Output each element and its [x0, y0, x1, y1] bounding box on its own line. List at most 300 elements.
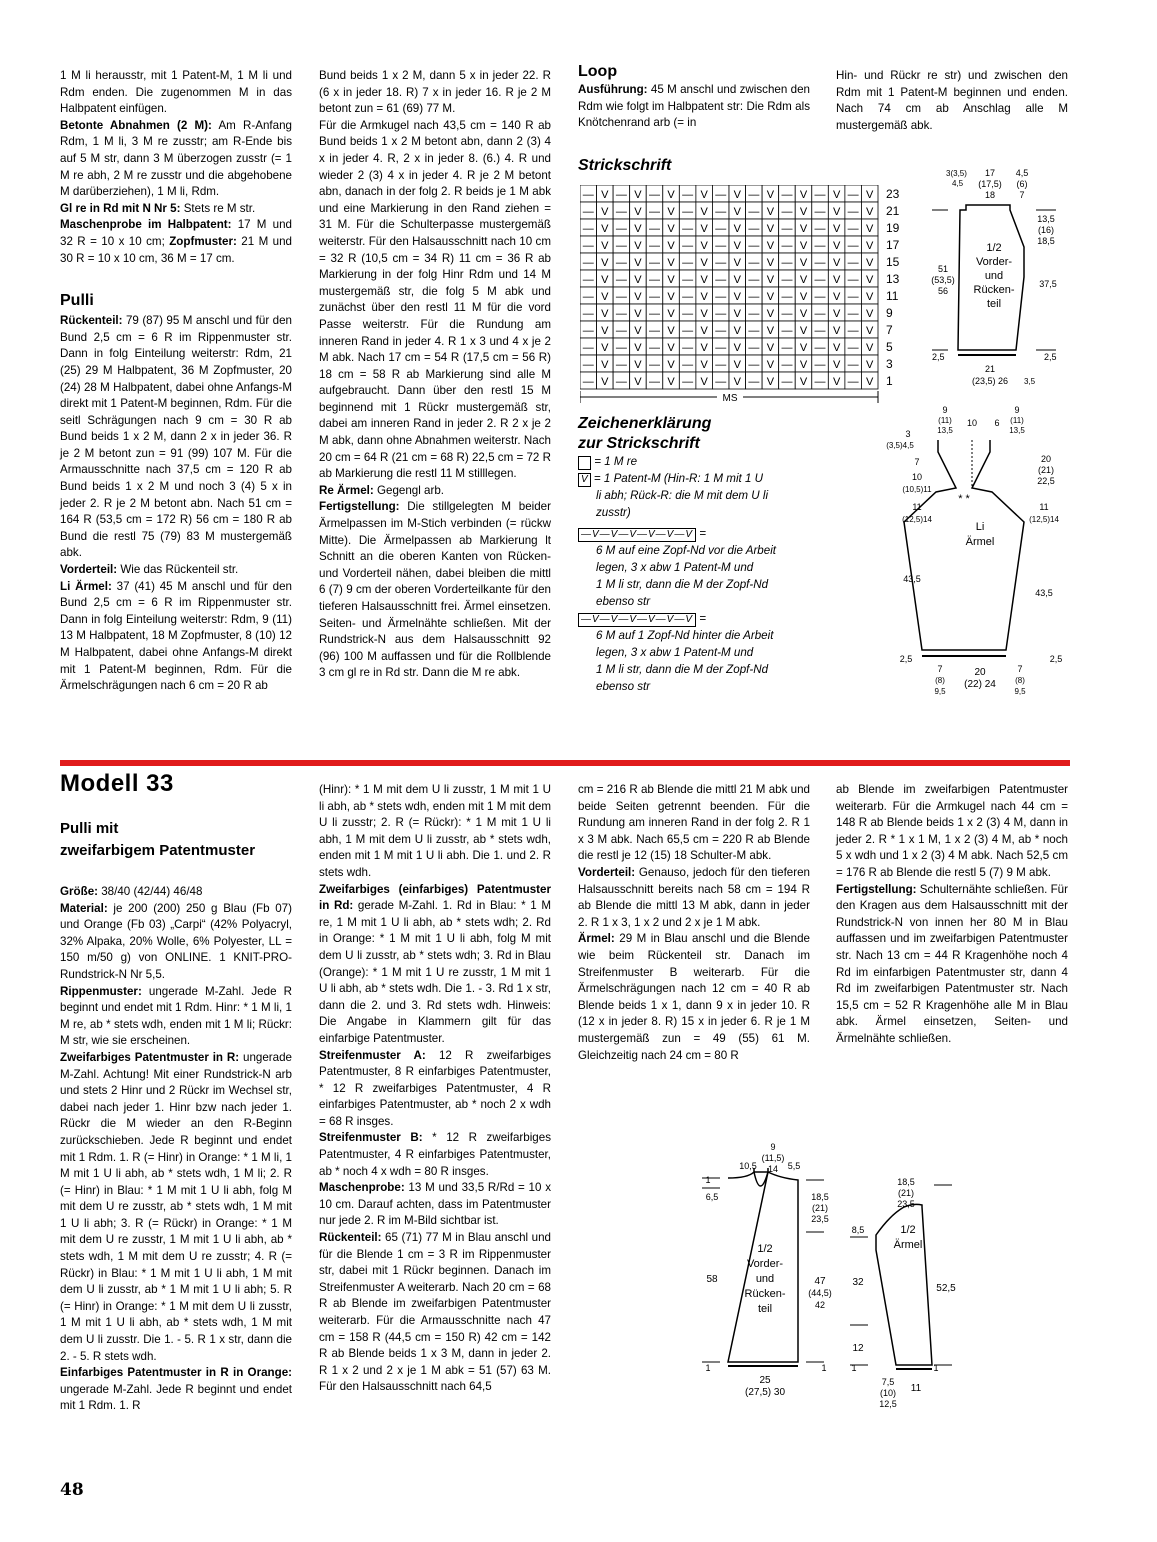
chart-cell-symbol: — — [847, 376, 859, 388]
strickschrift-heading: Strickschrift — [578, 157, 672, 174]
paragraph: Bund beids 1 x 2 M, dann 5 x in jeder 22. R (6 x in jeder 18. R) 7 x in jeder 16. R je 2 M betont zun = 61 (69) 77 M. — [319, 69, 551, 116]
measure: 37,5 — [1039, 279, 1057, 289]
measure: 11 — [912, 502, 922, 512]
chart-cell-symbol: — — [715, 274, 727, 286]
chart-cell-symbol: — — [748, 342, 760, 354]
measure: 11 — [910, 1383, 922, 1394]
chart-cell-symbol: — — [615, 206, 627, 218]
chart-cell-symbol: — — [748, 291, 760, 303]
measure: (11) — [938, 416, 952, 425]
paragraph: Größe: 38/40 (42/44) 46/48 — [60, 885, 203, 898]
knit-symbol-icon — [578, 456, 591, 470]
chart-cell-symbol: V — [866, 257, 874, 269]
paragraph: Für die Armkugel nach 43,5 cm = 140 R ab Bund beids 1 x 2 M betont abn, dann 2 (3) 4 x in jeder 4. R, 2 x in jeder 8. (6.) 4. R und wieder 2 (3) 4 x in jeder 4. R je 2 M betont abn, danach in der folg 2. R beids je 1 M abk und eine Markierung in den Rand ziehen = 31 M. Für die Schulterpasse mustergemäß weiterstr. Für den Halsausschnitt nach 10 cm = 32 R (10,5 cm = 34 R) 11 cm = 36 R ab Markierung in der folg Hinr Rdm und 14 M mustergemäß str, die folg 5 M abk und zunächst über den restl 11 M für die vord Passe weiterstr. Für die Rundung am inneren Rand in jeder 4. R 1 x 3 und 4 x je 2 M abk. Nach 17 cm = 54 R (17,5 cm = 56 R) 18 cm = 58 R ab Markierung sind alle M aufgebraucht. Dann über den restl 15 M beginnend mit 1 Rückr mustergemäß str, dabei am inneren Rand in jeder 2. R 2 x je 2 M abk, dann ohne Abnahmen weiterstr. Nach 20 cm = 64 R (21 cm = 68 R) 22,5 cm = 72 R ab Markierung die restl 11 M stilllegen. — [319, 118, 551, 481]
piece-label: Vorder- — [746, 1258, 784, 1270]
chart-cell-symbol: V — [866, 291, 874, 303]
chart-cell-symbol: V — [700, 257, 708, 269]
chart-cell-symbol: — — [781, 308, 793, 320]
chart-cell-symbol: — — [715, 291, 727, 303]
chart-cell-symbol: V — [866, 325, 874, 337]
paragraph: Rückenteil: 65 (71) 77 M in Blau anschl und für die Blende 1 cm = 3 R im Rippenmuster str, dabei mit 1 Rückr beginnen. Danach im Streifenmuster A weiterarb. Nach 20 cm = 68 R ab Blende im zweifarbigen Patentmuster weiterarb. Für die Armausschnitte nach 47 cm = 158 R (44,5 cm = 150 R) 42 cm = 142 R ab Blende beids 1 x 3 M, dann in jeder 2. R 1 x 2 und 2 x je 1 M abk = 51 (57) 63 M. Für den Halsausschnitt nach 64,5 — [319, 1231, 551, 1394]
chart-cell-symbol: V — [634, 342, 642, 354]
chart-cell-symbol: V — [733, 376, 741, 388]
measure: (16) — [1037, 225, 1055, 235]
chart-cell-symbol: — — [781, 376, 793, 388]
chart-cell-symbol: — — [615, 342, 627, 354]
measure: 5,5 — [787, 1161, 801, 1171]
chart-cell-symbol: V — [766, 308, 775, 320]
chart-row-number: 19 — [886, 221, 900, 235]
page-number: 48 — [60, 1480, 84, 1500]
chart-cell-symbol: V — [733, 274, 741, 286]
measure: 43,5 — [903, 574, 921, 584]
chart-cell-symbol: — — [847, 342, 859, 354]
chart-cell-symbol: — — [715, 308, 727, 320]
measure: 20 — [974, 667, 986, 678]
measure: (27,5) 30 — [744, 1387, 786, 1398]
chart-cell-symbol: V — [799, 223, 808, 235]
chart-cell-symbol: V — [634, 240, 642, 252]
chart-cell-symbol: — — [847, 291, 859, 303]
chart-cell-symbol: — — [682, 376, 694, 388]
chart-cell-symbol: — — [814, 308, 826, 320]
chart-cell-symbol: V — [601, 240, 609, 252]
chart-cell-symbol: V — [700, 223, 708, 235]
chart-cell-symbol: V — [733, 359, 741, 371]
measure: 9 — [942, 405, 948, 415]
chart-cell-symbol: — — [615, 240, 627, 252]
measure: 9 — [770, 1142, 776, 1152]
chart-cell-symbol: V — [667, 325, 675, 337]
measure: 17 — [984, 168, 996, 178]
measure: 2,5 — [932, 352, 945, 362]
cable-front-symbol-icon: ―V―V―V―V―V―V — [578, 528, 696, 542]
chart-cell-symbol: — — [715, 206, 727, 218]
column-2-bottom — [319, 782, 551, 1396]
chart-cell-symbol: V — [799, 359, 808, 371]
measure: 7 — [1019, 190, 1025, 200]
chart-cell-symbol: V — [832, 308, 841, 320]
chart-cell-symbol: — — [847, 223, 859, 235]
measure: 18,5 — [897, 1177, 915, 1187]
measure: 7,5 — [881, 1377, 895, 1387]
measure: (21) — [811, 1203, 829, 1213]
legend-text: li abh; Rück-R: die M mit dem U li — [596, 489, 769, 502]
measure: 13,5 — [1009, 426, 1025, 435]
chart-cell-symbol: — — [715, 257, 727, 269]
measure: 51 — [937, 264, 949, 274]
measure: 2,5 — [1049, 654, 1063, 664]
measure: 21 — [984, 364, 996, 374]
measure: 1 — [851, 1363, 857, 1373]
chart-cell-symbol: — — [615, 359, 627, 371]
chart-cell-symbol: V — [700, 342, 708, 354]
paragraph: Streifenmuster A: 12 R zweifarbiges Patentmuster, 8 R einfarbiges Patentmuster, * 12 R zweifarbiges Patentmuster, 4 R einfarbiges Patentmuster, ab * noch 2 x wdh = 68 R insges. — [319, 1048, 551, 1128]
chart-cell-symbol: V — [667, 376, 675, 388]
model-title: Modell 33 — [60, 770, 174, 797]
piece-label: 1/2 — [757, 1243, 773, 1255]
chart-cell-symbol: — — [748, 223, 760, 235]
chart-row-number: 13 — [886, 272, 900, 286]
chart-cell-symbol: — — [781, 223, 793, 235]
chart-cell-symbol: — — [582, 189, 594, 201]
section-heading-loop: Loop — [578, 63, 618, 80]
chart-cell-symbol: V — [601, 291, 609, 303]
chart-cell-symbol: — — [649, 274, 660, 286]
chart-cell-symbol: V — [832, 223, 841, 235]
measure: (10) — [879, 1388, 897, 1398]
chart-cell-symbol: V — [766, 376, 775, 388]
paragraph: Betonte Abnahmen (2 M): Am R-Anfang Rdm, 1 M li, 3 M re zusstr; am R-Ende bis auf 5 M str, dann 3 M überzogen zusstr (= 1 M re abh, 2 M re zusstr und die abgehobene M darüberziehen), 1 M li, Rdm. — [60, 118, 292, 199]
chart-cell-symbol: — — [781, 359, 793, 371]
chart-cell-symbol: — — [682, 223, 694, 235]
cable-back-symbol-icon: ―V―V―V―V―V―V — [578, 613, 696, 627]
chart-cell-symbol: V — [667, 189, 675, 201]
legend-item-knit: = 1 M re — [578, 453, 808, 470]
legend-item-patent: V = 1 Patent-M (Hin-R: 1 M mit 1 U — [578, 470, 808, 487]
paragraph: Zweifarbiges Patentmuster in R: ungerade M-Zahl. Achtung! Mit einer Rundstrick-N arb und stets 2 Hinr und 2 Rückr im Wechsel str, dabei nach jeder 1. Hinr bzw nach jeder 1. Rückr die M wieder an den R-Beginn zurückschieben. Jede R beginnt und endet mit 1 Rdm. 1. R (= Hinr) in Orange: * 1 M li, 1 M mit 1 U li abh, ab * stets wdh, 1 M li; 2. R (= Hinr) in Blau: * 1 M mit 1 U li abh, folg M mit dem U re zusstr, ab * stets wdh, 1 M mit 1 U li abh; 3. R (= Rückr) in Orange: * 1 M mit dem U re zusstr, 1 M mit 1 U li abh, ab * stets wdh, 1 M mit dem U re zusstr; 4. R (= Rückr) in Blau: * 1 M mit 1 U li abh, 1 M mit dem U li zusstr, ab * 1 M mit 1 U li abh; 5. R (= Hinr) in Orange: * 1 M mit dem U li zusstr, 1 M mit 1 U li abh, ab * stets wdh, 1 M mit dem U li zusstr. Die 1. - 5. R 1 x str, dann die 2. - 5. R stets wdh. — [60, 1050, 292, 1363]
chart-cell-symbol: V — [766, 189, 775, 201]
legend-text: 1 M li str, dann die M der Zopf-Nd — [596, 663, 769, 676]
measure: 4,5 — [952, 179, 964, 188]
piece-label: Li — [975, 521, 985, 533]
chart-cell-symbol: — — [682, 206, 694, 218]
chart-cell-symbol: — — [682, 291, 694, 303]
paragraph: Maschenprobe im Halbpatent: 17 M und 32 R = 10 x 10 cm; Zopfmuster: 21 M und 30 R = 10 x 10 cm, 36 M = 17 cm. — [60, 218, 293, 265]
measure: (22) 24 — [964, 679, 996, 690]
chart-cell-symbol: — — [682, 359, 694, 371]
measure: 2,5 — [899, 654, 913, 664]
chart-cell-symbol: V — [733, 325, 741, 337]
chart-cell-symbol: V — [866, 359, 874, 371]
measure: 22,5 — [1037, 476, 1055, 486]
chart-cell-symbol: V — [634, 376, 642, 388]
chart-cell-symbol: — — [582, 291, 594, 303]
legend-text: legen, 3 x abw 1 Patent-M und — [596, 646, 754, 659]
chart-cell-symbol: V — [866, 342, 874, 354]
measure: (12,5)14 — [902, 515, 932, 524]
piece-label: und — [755, 1273, 775, 1285]
chart-cell-symbol: V — [866, 240, 874, 252]
measure: 58 — [706, 1274, 718, 1285]
chart-cell-symbol: — — [649, 223, 660, 235]
chart-cell-symbol: — — [615, 325, 627, 337]
chart-cell-symbol: — — [748, 325, 760, 337]
ms-label: MS — [722, 393, 738, 404]
chart-cell-symbol: V — [700, 308, 708, 320]
chart-cell-symbol: — — [814, 359, 826, 371]
measure: 25 — [759, 1375, 771, 1386]
chart-cell-symbol: V — [667, 206, 675, 218]
legend-text: 6 M auf 1 Zopf-Nd hinter die Arbeit — [596, 629, 774, 642]
measure: 3 — [905, 429, 911, 439]
chart-cell-symbol: — — [814, 206, 826, 218]
chart-cell-symbol: V — [799, 342, 808, 354]
chart-cell-symbol: — — [682, 189, 694, 201]
chart-cell-symbol: V — [634, 189, 642, 201]
chart-cell-symbol: V — [832, 342, 841, 354]
chart-cell-symbol: V — [832, 325, 841, 337]
measure: (17,5) — [978, 179, 1002, 189]
chart-cell-symbol: — — [615, 189, 627, 201]
paragraph: Vorderteil: Wie das Rückenteil str. — [60, 563, 239, 577]
chart-cell-symbol: — — [582, 325, 594, 337]
measure: 1 — [705, 1363, 711, 1373]
paragraph: Material: je 200 (200) 250 g Blau (Fb 07) und Orange (Fb 03) „Carpi“ (42% Polyacryl, 32% Alpaka, 20% Wolle, 6% Polyester, LL = 150 m/50 g) von ONLINE. 1 KNIT-PRO-Rundstrick-N Nr 5,5. — [60, 901, 292, 981]
chart-cell-symbol: — — [847, 189, 859, 201]
chart-cell-symbol: V — [799, 189, 808, 201]
measure: (12,5)14 — [1029, 515, 1059, 524]
chart-cell-symbol: V — [601, 342, 609, 354]
piece-label: Ärmel — [893, 1239, 923, 1251]
chart-cell-symbol: V — [601, 189, 609, 201]
chart-cell-symbol: — — [847, 359, 859, 371]
measure: 4,5 — [1015, 168, 1029, 178]
section-heading-pulli: Pulli — [60, 292, 94, 310]
measure: 43,5 — [1035, 588, 1053, 598]
measure: 32 — [852, 1277, 864, 1288]
chart-cell-symbol: V — [733, 223, 741, 235]
chart-cell-symbol: V — [667, 342, 675, 354]
paragraph: Ärmel: 29 M in Blau anschl und die Blende wie beim Rückenteil str. Danach im Streifenmuster B weiterarb. Für die Ärmelschrägungen nach 12 cm = 40 R ab Blende beids 1 x 1, dann 9 x in jeder 10. R (12 x in jeder 8. R) 15 x in jeder 6. R je 1 M mustergemäß zun = 49 (55) 61 M. Gleichzeitig nach 24 cm = 80 R — [578, 932, 810, 1062]
chart-cell-symbol: V — [766, 240, 775, 252]
column-4-bottom — [836, 782, 1068, 1048]
measure: 52,5 — [936, 1283, 956, 1294]
column-2-top — [319, 68, 551, 682]
legend-text: 1 M li str, dann die M der Zopf-Nd — [596, 578, 769, 591]
chart-cell-symbol: — — [814, 223, 826, 235]
chart-cell-symbol: — — [781, 342, 793, 354]
chart-cell-symbol: — — [715, 223, 727, 235]
column-1-top — [60, 68, 292, 695]
measure: 9,5 — [1014, 687, 1026, 696]
chart-cell-symbol: V — [634, 325, 642, 337]
star-mark: * * — [958, 493, 970, 505]
chart-cell-symbol: V — [766, 342, 775, 354]
chart-cell-symbol: — — [847, 206, 859, 218]
measure: 11 — [1039, 502, 1049, 512]
chart-cell-symbol: — — [682, 240, 694, 252]
chart-cell-symbol: — — [814, 240, 826, 252]
chart-cell-symbol: V — [733, 308, 741, 320]
measure: 23,5 — [897, 1199, 915, 1209]
chart-cell-symbol: V — [700, 325, 708, 337]
chart-cell-symbol: V — [799, 325, 808, 337]
chart-cell-symbol: — — [814, 342, 826, 354]
chart-cell-symbol: V — [799, 308, 808, 320]
column-3-top — [578, 62, 810, 132]
measure: 18,5 — [811, 1192, 829, 1202]
chart-cell-symbol: — — [582, 376, 594, 388]
measure: (8) — [1015, 676, 1025, 685]
measure: (53,5) — [931, 275, 955, 285]
chart-cell-symbol: — — [715, 342, 727, 354]
chart-cell-symbol: — — [715, 189, 727, 201]
chart-cell-symbol: — — [615, 376, 627, 388]
chart-cell-symbol: — — [649, 189, 660, 201]
chart-cell-symbol: — — [781, 291, 793, 303]
measure: 42 — [814, 1300, 826, 1310]
chart-cell-symbol: V — [634, 359, 642, 371]
chart-cell-symbol: — — [649, 376, 660, 388]
paragraph: Ausführung: 45 M anschl und zwischen den Rdm wie folgt im Halbpatent str: Die Rdm als Knötchenrand arb (= in — [578, 83, 810, 130]
chart-cell-symbol: — — [781, 325, 793, 337]
chart-cell-symbol: V — [832, 240, 841, 252]
measure: 6 — [994, 418, 1000, 428]
chart-cell-symbol: V — [866, 206, 874, 218]
paragraph: (Hinr): * 1 M mit dem U li zusstr, 1 M mit 1 U li abh, ab * stets wdh, enden mit 1 M mit dem U li zusstr; 2. R (= Rückr): * 1 M mit 1 U li abh, 1 M mit dem U li zusstr, ab * stets wdh, enden mit 1 M mit 1 U li abh. Die 1. und 2. R stets wdh. — [319, 783, 551, 879]
piece-label: 1/2 — [986, 242, 1002, 254]
measure: (11,5) — [761, 1153, 785, 1163]
measure: 10 — [966, 418, 978, 428]
chart-cell-symbol: — — [715, 240, 727, 252]
schematic-body-bottom — [698, 1140, 838, 1400]
chart-row-number: 15 — [886, 255, 900, 269]
chart-cell-symbol: — — [649, 257, 660, 269]
measure: 56 — [937, 286, 949, 296]
chart-cell-symbol: V — [733, 291, 741, 303]
chart-cell-symbol: — — [582, 223, 594, 235]
chart-cell-symbol: V — [667, 240, 675, 252]
chart-cell-symbol: — — [781, 240, 793, 252]
chart-cell-symbol: V — [601, 223, 609, 235]
chart-cell-symbol: — — [649, 325, 660, 337]
chart-cell-symbol: — — [649, 240, 660, 252]
chart-cell-symbol: — — [682, 342, 694, 354]
chart-cell-symbol: V — [766, 325, 775, 337]
chart-cell-symbol: — — [814, 325, 826, 337]
chart-cell-symbol: V — [832, 257, 841, 269]
chart-cell-symbol: — — [814, 189, 826, 201]
chart-cell-symbol: V — [766, 274, 775, 286]
paragraph: Maschenprobe: 13 M und 33,5 R/Rd = 10 x 10 cm. Darauf achten, dass im Patentmuster nur jede 2. R im M-Bild sichtbar ist. — [319, 1181, 551, 1228]
piece-label: Rücken- — [744, 1288, 786, 1300]
chart-cell-symbol: V — [667, 308, 675, 320]
chart-cell-symbol: V — [601, 257, 609, 269]
chart-cell-symbol: V — [766, 359, 775, 371]
chart-row-number: 1 — [886, 374, 893, 388]
chart-cell-symbol: — — [582, 240, 594, 252]
paragraph: Fertigstellung: Schulternähte schließen. Für den Kragen aus dem Halsausschnitt mit der Rundstrick-N von innen her 80 M in Blau auffassen und im zweifarbigen Patentmuster str. Nach 13 cm = 44 R Kragenhöhe noch 4 Rd im einfarbigen Patentmuster str, dann 4 Rd im zweifarbigen Patentmuster str. Nach 15,5 cm = 52 R Kragenhöhe alle M in Blau abk. Ärmel einsetzen, Seiten- und Ärmelnähte schließen. — [836, 882, 1068, 1045]
chart-cell-symbol: — — [715, 325, 727, 337]
chart-cell-symbol: V — [700, 359, 708, 371]
chart-cell-symbol: V — [667, 223, 675, 235]
chart-cell-symbol: — — [682, 308, 694, 320]
schematic-body-top — [928, 165, 1068, 390]
chart-cell-symbol: — — [748, 274, 760, 286]
chart-cell-symbol: V — [667, 274, 675, 286]
chart-cell-symbol: V — [700, 274, 708, 286]
paragraph: Rückenteil: 79 (87) 95 M anschl und für den Bund 2,5 cm = 6 R im Rippenmuster str. Dann in folg Einteilung weiterstr: Rdm, 21 (25) 29 M Halbpatent, 36 M Zopfmuster, 20 (24) 28 M Halbpatent, dabei ohne Anfangs-M direkt mit 1 Patent-M beginnen, Rdm. Für die seitl Schrägungen nach 9 cm = 30 R ab Bund beids 1 x 2 M, dann 2 x in jeder 36. R je 2 M betont zun = 91 (99) 107 M. Für die Armausschnitte nach 37,5 cm = 120 R ab Bund beids 1 x 2 M und noch 3 (4) 5 x in jeder 2. R je 2 M betont abn. Nach 51 cm = 164 R (53,5 cm = 172 R) 56 cm = 180 R ab Bund die restl 75 (79) 83 M mustergemäß abk. — [60, 314, 292, 560]
chart-cell-symbol: V — [733, 342, 741, 354]
chart-cell-symbol: — — [615, 274, 627, 286]
chart-cell-symbol: — — [582, 257, 594, 269]
chart-cell-symbol: V — [700, 240, 708, 252]
subtitle-line: Pulli mit — [60, 820, 119, 837]
chart-cell-symbol: V — [766, 206, 775, 218]
chart-cell-symbol: — — [615, 308, 627, 320]
chart-cell-symbol: V — [832, 376, 841, 388]
paragraph: 1 M li herausstr, mit 1 Patent-M, 1 M li und Rdm enden. Die zugenommen M in das Halbpatent einfügen. — [60, 69, 292, 116]
chart-cell-symbol: V — [866, 223, 874, 235]
chart-cell-symbol: — — [781, 274, 793, 286]
chart-cell-symbol: — — [649, 291, 660, 303]
chart-cell-symbol: V — [634, 291, 642, 303]
measure: 9,5 — [934, 687, 946, 696]
chart-cell-symbol: V — [832, 206, 841, 218]
chart-cell-symbol: — — [814, 257, 826, 269]
chart-cell-symbol: — — [748, 206, 760, 218]
chart-row-number: 3 — [886, 357, 893, 371]
paragraph: Rippenmuster: ungerade M-Zahl. Jede R beginnt und endet mit 1 Rdm. Hinr: * 1 M li, 1 M re, ab * stets wdh, enden mit 1 M li; Rückr: M str, wie sie erscheinen. — [60, 984, 292, 1048]
chart-cell-symbol: — — [649, 206, 660, 218]
chart-cell-symbol: V — [634, 308, 642, 320]
chart-cell-symbol: — — [615, 223, 627, 235]
measure: 1 — [705, 1175, 711, 1185]
chart-cell-symbol: — — [814, 291, 826, 303]
piece-label: Vorder- — [975, 256, 1013, 268]
paragraph: Streifenmuster B: * 12 R zweifarbiges Patentmuster, 4 R einfarbiges Patentmuster, ab * noch 4 x wdh = 80 R insges. — [319, 1131, 552, 1178]
legend-text: ebenso str — [596, 680, 651, 693]
chart-cell-symbol: V — [601, 274, 609, 286]
measure: 9 — [1014, 405, 1020, 415]
chart-cell-symbol: — — [781, 206, 793, 218]
piece-label: Rücken- — [973, 284, 1015, 296]
chart-cell-symbol: — — [847, 325, 859, 337]
measure: (11) — [1010, 416, 1024, 425]
schematic-sleeve-top — [876, 400, 1071, 702]
measure: 14 — [767, 1164, 779, 1174]
piece-label: 1/2 — [900, 1224, 916, 1236]
chart-row-number: 17 — [886, 238, 900, 252]
chart-cell-symbol: — — [649, 359, 660, 371]
chart-cell-symbol: V — [766, 223, 775, 235]
chart-cell-symbol: — — [682, 325, 694, 337]
chart-cell-symbol: — — [847, 257, 859, 269]
chart-cell-symbol: V — [634, 257, 642, 269]
chart-cell-symbol: — — [649, 308, 660, 320]
chart-cell-symbol: — — [847, 308, 859, 320]
measure: 23,5 — [811, 1214, 829, 1224]
chart-cell-symbol: V — [667, 257, 675, 269]
chart-cell-symbol: — — [781, 257, 793, 269]
chart-cell-symbol: V — [700, 291, 708, 303]
chart-cell-symbol: V — [766, 291, 775, 303]
chart-row-numbers — [886, 187, 900, 388]
legend-heading-2: zur Strickschrift — [578, 435, 700, 452]
chart-cell-symbol: — — [582, 308, 594, 320]
chart-row-number: 5 — [886, 340, 893, 354]
chart-cell-symbol: V — [799, 291, 808, 303]
chart-cell-symbol: V — [799, 257, 808, 269]
chart-cell-symbol: V — [733, 189, 741, 201]
measure: (44,5) — [808, 1288, 832, 1298]
chart-cell-symbol: V — [799, 240, 808, 252]
measure: (21) — [897, 1188, 915, 1198]
chart-cell-symbol: V — [733, 206, 741, 218]
chart-cell-symbol: — — [715, 376, 727, 388]
chart-cell-symbol: — — [715, 359, 727, 371]
chart-cell-symbol: V — [700, 206, 708, 218]
section-divider — [60, 760, 1070, 766]
measure: (23,5) 26 — [971, 376, 1009, 386]
measure: 12,5 — [879, 1399, 897, 1409]
chart-cell-symbol: V — [601, 325, 609, 337]
chart-cell-symbol: V — [634, 223, 642, 235]
chart-cell-symbol: V — [799, 206, 808, 218]
measure: (3,5)4,5 — [886, 441, 914, 450]
measure: 3,5 — [1024, 377, 1036, 386]
